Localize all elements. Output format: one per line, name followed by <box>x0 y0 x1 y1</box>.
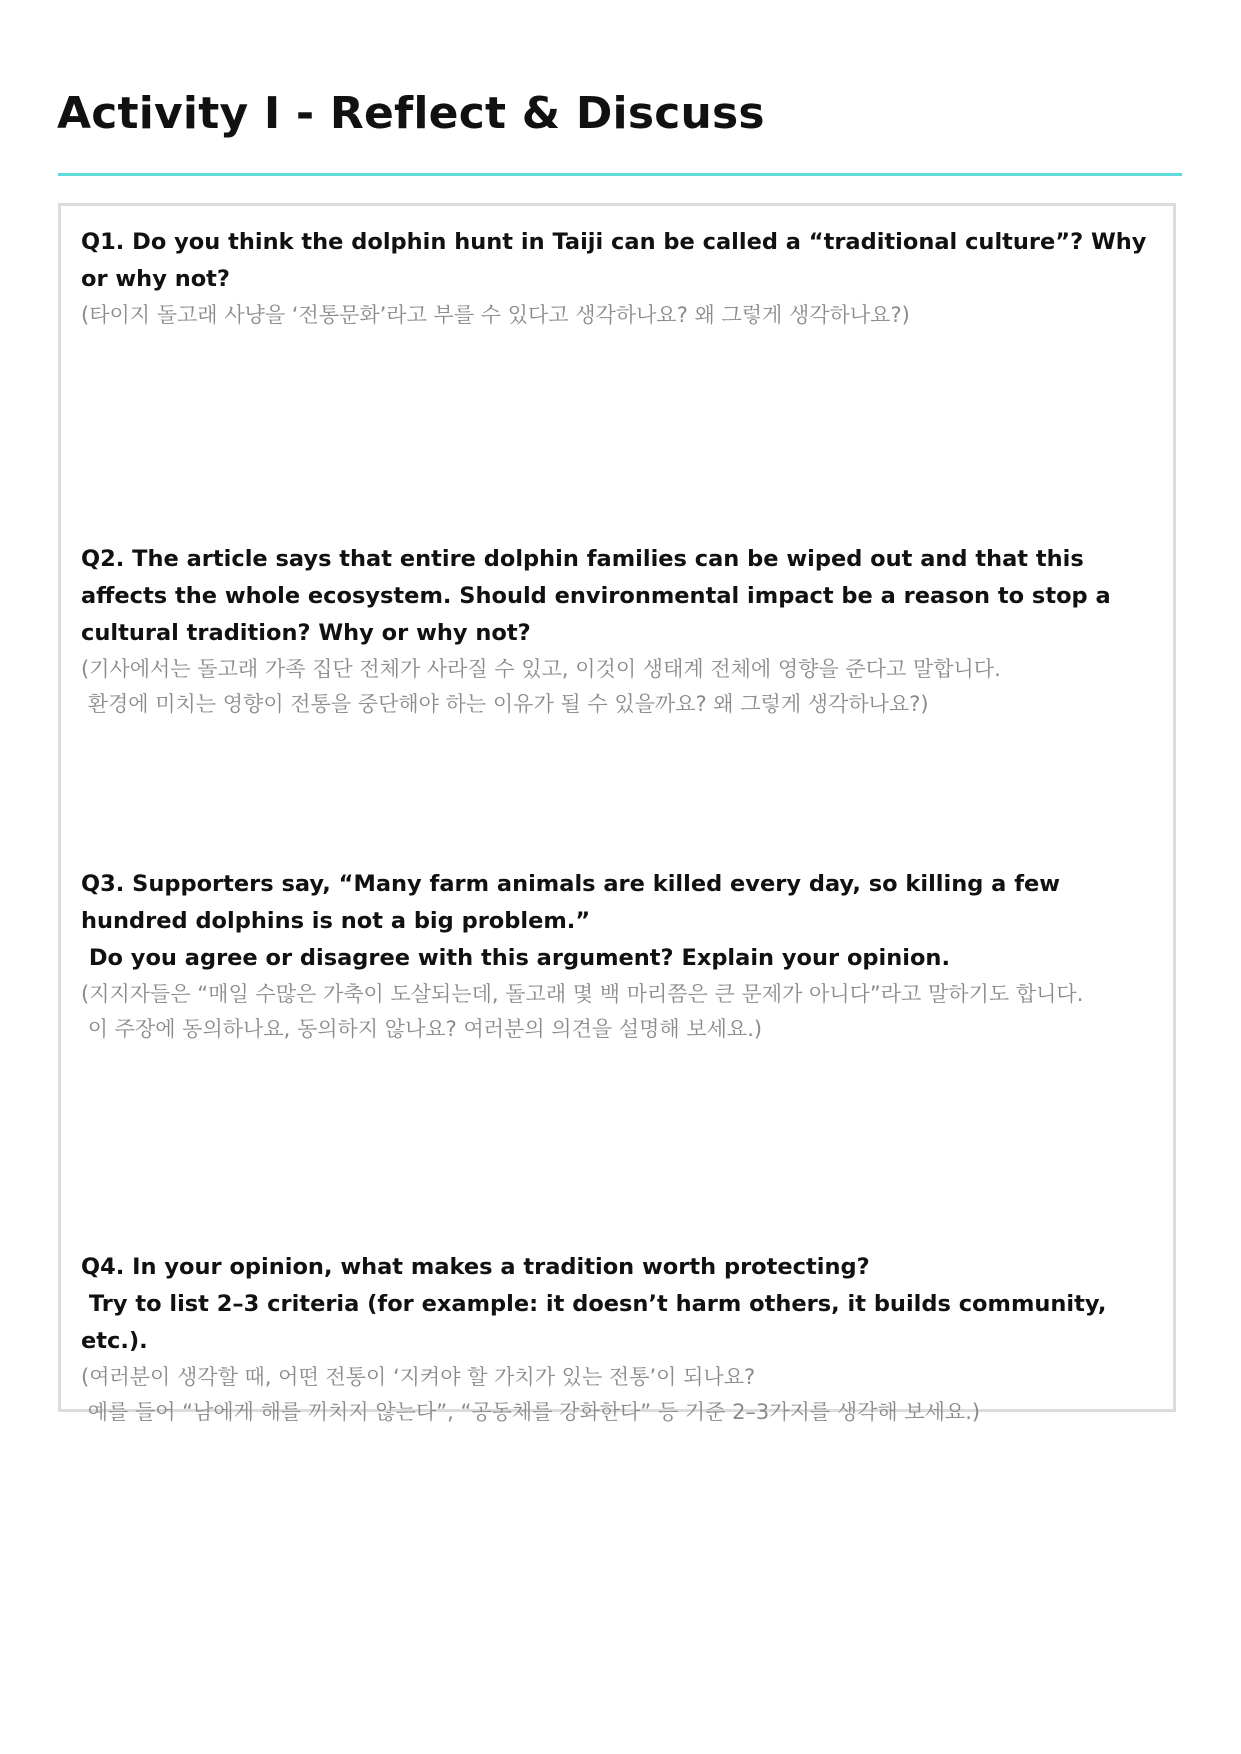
page-title: Activity I - Reflect & Discuss <box>57 88 765 139</box>
question-1 <box>81 224 1156 333</box>
question-3-text: Q3. Supporters say, “Many farm animals are killed every day, so killing a few hundred dolphins is not a big problem.” Do you agree or disagree with this argument? Explain your opinion. <box>81 871 1061 971</box>
question-3 <box>81 866 1156 1047</box>
question-3-translation: (지지자들은 “매일 수많은 가축이 도살되는데, 돌고래 몇 백 마리쯤은 큰 문제가 아니다”라고 말하기도 합니다. 이 주장에 동의하나요, 동의하지 않나요? 여러분의 의견을 설명해 보세요.) <box>81 982 1084 1041</box>
question-2 <box>81 541 1156 722</box>
question-2-translation: (기사에서는 돌고래 가족 집단 전체가 사라질 수 있고, 이것이 생태계 전체에 영향을 준다고 말합니다. 환경에 미치는 영향이 전통을 중단해야 하는 이유가 될 수 있을까요? 왜 그렇게 생각하나요?) <box>81 657 1001 716</box>
question-1-translation: (타이지 돌고래 사냥을 ‘전통문화’라고 부를 수 있다고 생각하나요? 왜 그렇게 생각하나요?) <box>81 303 910 327</box>
question-4-text: Q4. In your opinion, what makes a tradition worth protecting? Try to list 2–3 criteria (for example: it doesn’t harm others, it builds community, etc.). <box>81 1254 1107 1354</box>
question-2-text: Q2. The article says that entire dolphin families can be wiped out and that this affects the whole ecosystem. Should environmental impact be a reason to stop a cultural tradition? Why or why not? <box>81 546 1119 646</box>
question-4 <box>81 1249 1156 1430</box>
questions-box <box>58 203 1176 1424</box>
question-4-translation: (여러분이 생각할 때, 어떤 전통이 ‘지켜야 할 가치가 있는 전통’이 되나요? 예를 들어 “남에게 해를 끼치지 않는다”, “공동체를 강화한다” 등 기준 2–3가지를 생각해 보세요.) <box>81 1365 981 1424</box>
title-divider <box>58 173 1182 176</box>
question-1-text: Q1. Do you think the dolphin hunt in Taiji can be called a “traditional culture”? Why or why not? <box>81 229 1155 292</box>
